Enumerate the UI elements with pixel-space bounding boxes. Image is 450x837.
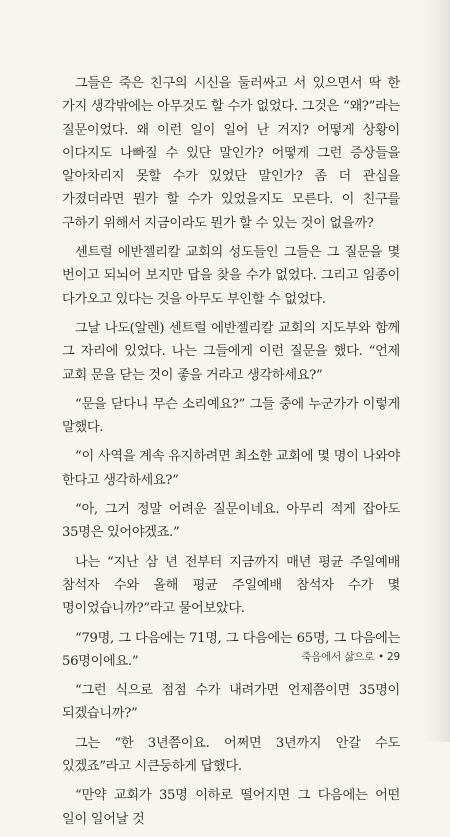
page-gutter-shadow bbox=[422, 0, 450, 742]
running-title: 죽음에서 삶으로 bbox=[301, 651, 375, 663]
footer-separator: • bbox=[378, 651, 385, 663]
paragraph: “그런 식으로 점점 수가 내려가면 언제쯤이면 35명이 되겠습니까?” bbox=[62, 683, 400, 722]
paragraph: “이 사역을 계속 유지하려면 최소한 교회에 몇 명이 나와야 한다고 생각하세요?” bbox=[62, 449, 400, 488]
paragraph: 그는 “한 3년쯤이요. 어쩌면 3년까지 안갈 수도 있겠죠”라고 시큰둥하게 답했다. bbox=[62, 735, 400, 775]
paragraph: 그날 나도(알렌) 센트럴 에반젤리칼 교회의 지도부와 함께 그 자리에 있었다. 나는 그들에게 이런 질문을 했다. “언제 교회 문을 닫는 것이 좋을 거라고 생각하세요?” bbox=[62, 320, 400, 383]
page-number: 29 bbox=[387, 651, 400, 663]
page-footer bbox=[301, 649, 400, 664]
body-text bbox=[62, 72, 400, 837]
paragraph: “아, 그거 정말 어려운 질문이네요. 아무리 적게 잡아도 35명은 있어야겠죠.” bbox=[62, 502, 400, 541]
paragraph: 그들은 죽은 친구의 시신을 둘러싸고 서 있으면서 딱 한 가지 생각밖에는 아무것도 할 수가 없었다. 그것은 “왜?”라는 질문이었다. 왜 이런 일이 일어 난 거지? 어떻게 상황이 이다지도 나빠질 수 있단 말인가? 어떻게 그런 증상들을 알아차리지 못할 수가 있었단 말인가? 좀 더 관심을 가졌더라면 뭔가 할 수가 있었을지도 모른다. 이 친구를 구하기 위해서 지금이라도 뭔가 할 수 있는 것이 없을까? bbox=[62, 76, 400, 231]
paragraph: “79명, 그 다음에는 71명, 그 다음에는 65명, 그 다음에는 56명이에요.” bbox=[62, 630, 400, 669]
paragraph: 센트럴 에반젤리칼 교회의 성도들인 그들은 그 질문을 몇 번이고 되뇌어 보지만 답을 찾을 수가 없었다. 그리고 임종이 다가오고 있다는 것을 아무도 부인할 수 없었다. bbox=[62, 245, 400, 307]
paragraph: “문을 닫다니 무슨 소리예요?” 그들 중에 누군가가 이렇게 말했다. bbox=[62, 396, 400, 436]
paragraph: 나는 “지난 삼 년 전부터 지금까지 매년 평균 주일예배 참석자 수와 올해 평균 주일예배 참석자 수가 몇 명이었습니까?”라고 물어보았다. bbox=[62, 554, 400, 617]
paragraph: “만약 교회가 35명 이하로 떨어지면 그 다음에는 어떤 일이 일어날 것 bbox=[62, 788, 400, 827]
